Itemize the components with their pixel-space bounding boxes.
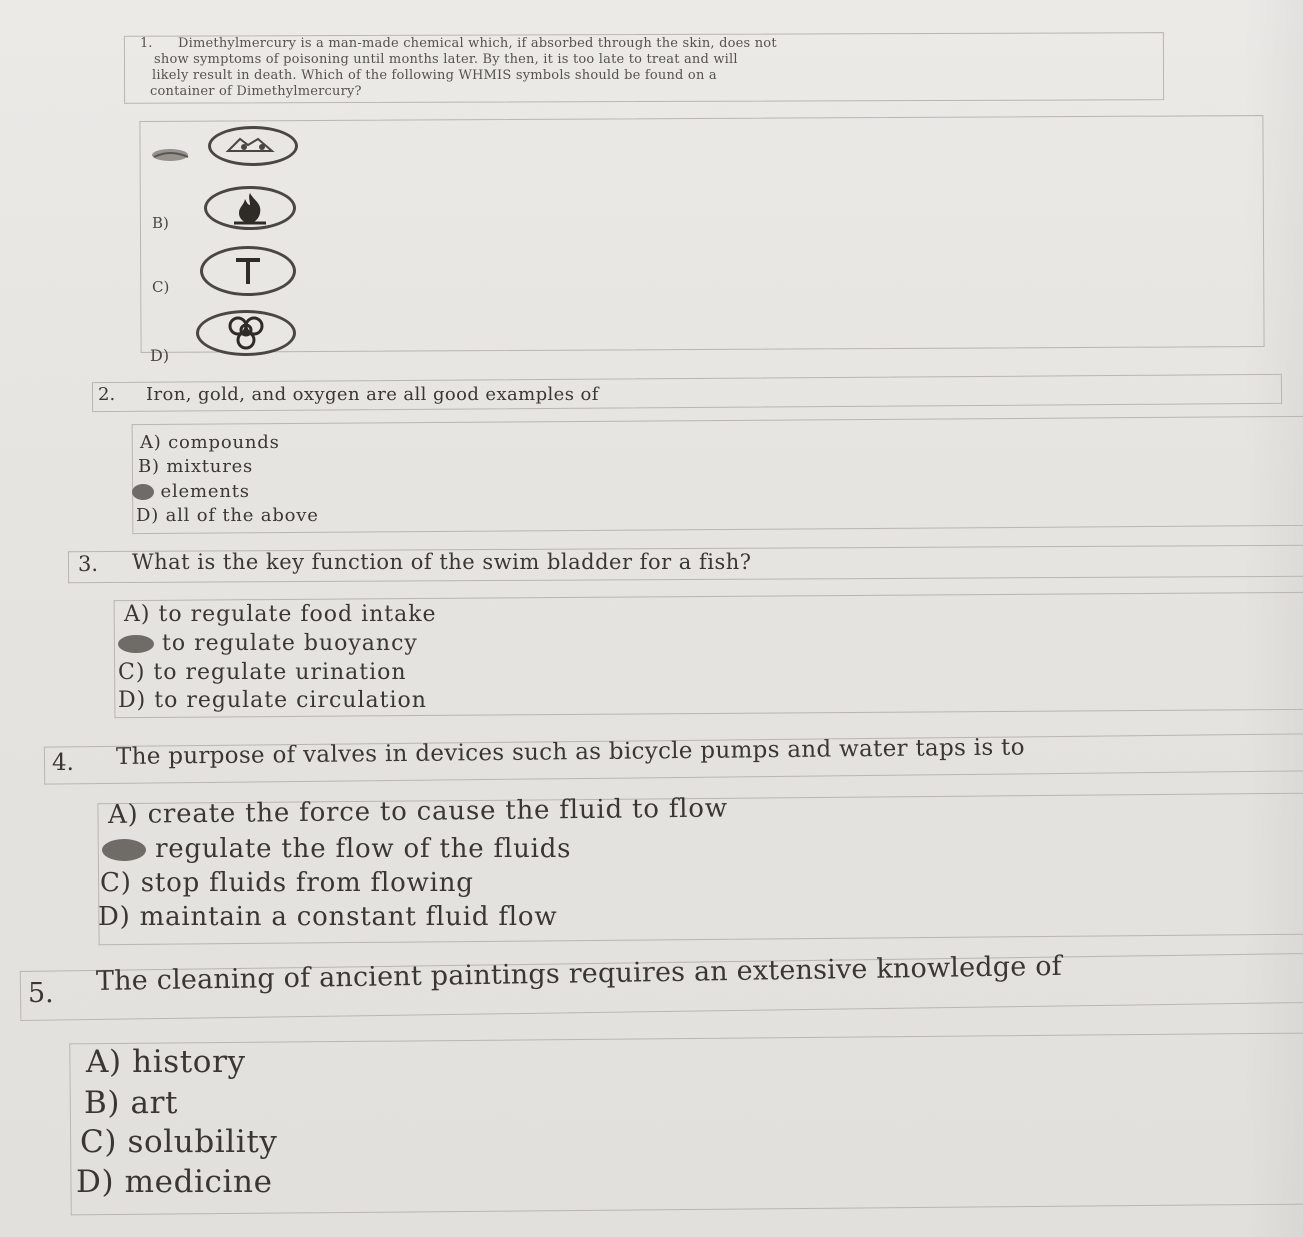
option-text: regulate the flow of the fluids — [155, 834, 572, 864]
question-1-option-d-label[interactable]: D) — [150, 346, 170, 365]
question-4-option-b[interactable] — [102, 834, 571, 864]
question-3-option-a[interactable] — [124, 602, 437, 627]
option-text: mixtures — [166, 456, 254, 477]
flammable-icon[interactable] — [204, 186, 296, 230]
question-4-text: The purpose of valves in devices such as bicycle pumps and water taps is to — [115, 734, 1025, 770]
question-2-number: 2. — [98, 384, 116, 405]
option-text: to regulate circulation — [154, 688, 427, 713]
question-2-option-c[interactable] — [132, 481, 250, 502]
question-1-option-b-label[interactable]: B) — [152, 214, 169, 232]
question-5-option-d[interactable] — [76, 1164, 273, 1200]
question-1-number: 1. — [140, 36, 153, 51]
corrosive-icon[interactable] — [208, 126, 298, 166]
pencil-mark-icon — [150, 145, 198, 167]
option-text: maintain a constant fluid flow — [139, 902, 558, 932]
option-text: solubility — [127, 1124, 278, 1160]
biohazard-symbol-icon — [224, 316, 268, 350]
toxic-t-icon — [231, 254, 265, 288]
option-text: to regulate urination — [153, 660, 407, 685]
option-label: A) — [124, 602, 151, 627]
question-5-number: 5. — [28, 978, 54, 1009]
option-label: D) — [76, 1164, 115, 1200]
question-5-option-c[interactable] — [80, 1124, 278, 1160]
question-3-option-c[interactable] — [118, 660, 407, 685]
question-3-option-d[interactable] — [118, 688, 427, 713]
option-text: create the force to cause the fluid to flow — [147, 793, 729, 830]
toxic-icon[interactable] — [200, 246, 296, 296]
option-text: compounds — [168, 432, 280, 453]
question-4-number: 4. — [52, 750, 74, 776]
option-label: C) — [118, 660, 146, 685]
question-1-line-2: show symptoms of poisoning until months later. By then, it is too late to treat and will — [154, 52, 738, 67]
question-2-option-d[interactable] — [136, 505, 319, 526]
question-4-option-c[interactable] — [100, 868, 474, 898]
question-5-option-b[interactable] — [84, 1085, 178, 1121]
option-label: B) — [138, 456, 160, 477]
option-text: elements — [160, 481, 250, 502]
question-2-text: Iron, gold, and oxygen are all good examples of — [146, 384, 599, 405]
question-3-option-b[interactable] — [118, 631, 418, 656]
question-1-line-1: Dimethylmercury is a man-made chemical which, if absorbed through the skin, does not — [178, 36, 777, 51]
option-label: C) — [100, 868, 132, 898]
question-2-option-a[interactable] — [140, 432, 280, 453]
option-label: A) — [86, 1044, 122, 1080]
question-1-option-a-label[interactable] — [150, 145, 198, 165]
pencil-mark-icon — [102, 839, 146, 861]
corrosive-symbol-icon — [218, 133, 288, 159]
option-text: art — [130, 1085, 179, 1121]
pencil-mark-icon — [132, 484, 154, 500]
question-1-line-4: container of Dimethylmercury? — [150, 84, 362, 99]
question-3-text: What is the key function of the swim bladder for a fish? — [132, 550, 752, 574]
question-1-line-3: likely result in death. Which of the following WHMIS symbols should be found on a — [152, 68, 717, 83]
question-2-option-b[interactable] — [138, 456, 253, 477]
flame-icon — [228, 191, 272, 225]
pencil-mark-icon — [118, 635, 154, 653]
option-label: D) — [98, 902, 131, 932]
question-1-options-box — [139, 115, 1264, 353]
question-5-text: The cleaning of ancient paintings requires an extensive knowledge of — [95, 950, 1063, 997]
question-3-number: 3. — [78, 552, 99, 576]
option-label: D) — [136, 505, 160, 526]
option-label: C) — [80, 1124, 118, 1160]
biohazard-icon[interactable] — [196, 310, 296, 356]
option-text: stop fluids from flowing — [140, 868, 474, 898]
question-4-option-d[interactable] — [98, 902, 557, 932]
option-label: A) — [140, 432, 162, 453]
option-text: all of the above — [165, 505, 319, 526]
option-text: history — [132, 1044, 246, 1080]
option-text: to regulate food intake — [158, 602, 437, 627]
option-text: medicine — [124, 1164, 273, 1200]
question-1-option-c-label[interactable]: C) — [152, 278, 170, 296]
option-label: D) — [118, 688, 147, 713]
option-label: A) — [107, 799, 139, 830]
option-text: to regulate buoyancy — [162, 631, 418, 656]
option-label: B) — [84, 1085, 121, 1121]
question-5-option-a[interactable] — [86, 1044, 246, 1080]
